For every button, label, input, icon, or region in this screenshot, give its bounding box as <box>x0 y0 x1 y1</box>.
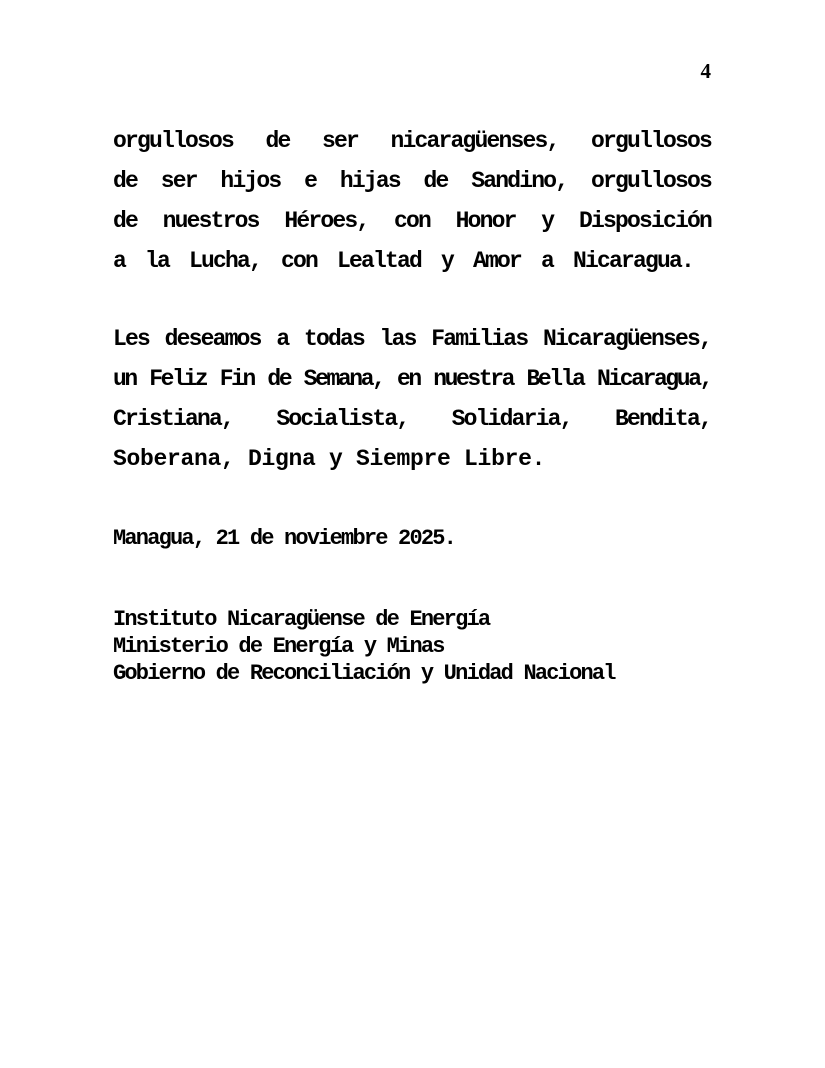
text-line: Les deseamos a todas las Familias Nicaragüenses, <box>113 326 711 352</box>
signature-line-institute: Instituto Nicaragüense de Energía <box>113 607 490 632</box>
signature-line-ministry: Ministerio de Energía y Minas <box>113 634 444 659</box>
text-line: Cristiana, Socialista, Solidaria, Bendita, <box>113 406 711 432</box>
text-line: orgullosos de ser nicaragüenses, orgullosos <box>113 128 711 154</box>
text-line: de nuestros Héroes, con Honor y Disposición <box>113 208 711 234</box>
dateline: Managua, 21 de noviembre 2025. <box>113 526 456 551</box>
text-line: un Feliz Fin de Semana, en nuestra Bella Nicaragua, <box>113 366 711 392</box>
signature-block <box>113 606 711 687</box>
signature-line-government: Gobierno de Reconciliación y Unidad Nacional <box>113 661 615 686</box>
text-line: a la Lucha, con Lealtad y Amor a Nicaragua. <box>113 248 693 274</box>
paragraph-pride <box>113 121 711 281</box>
paragraph-wishes <box>113 319 711 479</box>
text-line: Soberana, Digna y Siempre Libre. <box>113 446 546 472</box>
page-number: 4 <box>700 59 711 83</box>
text-line: de ser hijos e hijas de Sandino, orgullosos <box>113 168 711 194</box>
